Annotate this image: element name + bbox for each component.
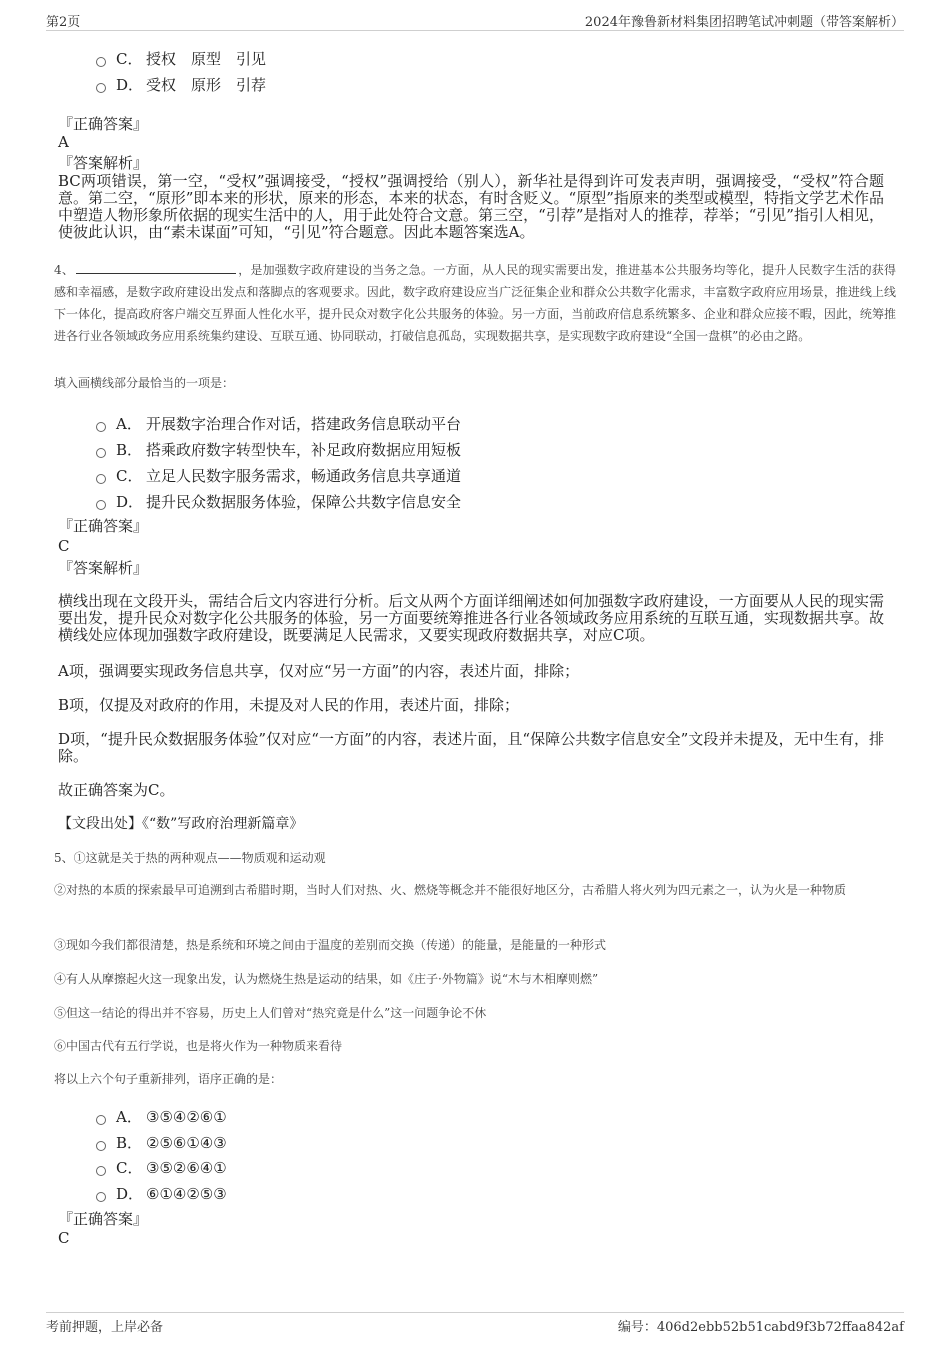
q4-analysis-p3: B项，仅提及对政府的作用，未提及对人民的作用，表述片面，排除；	[58, 696, 520, 714]
q4-analysis-label: 『答案解析』	[58, 559, 149, 577]
blank-line	[76, 261, 236, 274]
q4-option-d[interactable]: D． 提升民众数据服务体验，保障公共数字信息安全	[96, 491, 461, 511]
q5-option-d[interactable]: D． ⑥①④②⑤③	[96, 1183, 227, 1203]
q5-answer-label: 『正确答案』	[58, 1210, 149, 1228]
radio-icon[interactable]	[96, 1166, 106, 1176]
radio-icon[interactable]	[96, 500, 106, 510]
footer-slogan: 考前押题，上岸必备	[46, 1320, 164, 1335]
radio-icon[interactable]	[96, 1115, 106, 1125]
q5-sentence-2: ②对热的本质的探索最早可追溯到古希腊时期，当时人们对热、火、燃烧等概念并不能很好地区分，古希腊人将火列为四元素之一，认为火是一种物质	[54, 883, 847, 897]
q3-option-c[interactable]: C． 授权 原型 引见	[96, 48, 266, 68]
q5-instruction: 将以上六个句子重新排列，语序正确的是：	[54, 1072, 283, 1086]
q4-instruction: 填入画横线部分最恰当的一项是：	[54, 376, 235, 390]
q4-source: 【文段出处】《“数”写政府治理新篇章》	[58, 816, 304, 832]
q3-analysis: BC两项错误，第一空，“受权”强调接受，“授权”强调授给（别人），新华社是得到许可发表声明，强调接受，“受权”符合题意。第二空，“原形”即本来的形状，原来的形态，本来的状态，有时含贬义。“原型”指原来的类型或模型，特指文学艺术作品中塑造人物形象所依据的现实生活中的人，用于此处符合文意。第三空，“引荐”是指对人的推荐，荐举；“引见”指引人相见，使彼此认识，由“素未谋面”可知，“引见”符合题意。因此本题答案选A。	[58, 172, 884, 241]
q4-option-b[interactable]: B． 搭乘政府数字转型快车，补足政府数据应用短板	[96, 439, 461, 459]
q4-stem: 4、 ，是加强数字政府建设的当务之急。一方面，从人民的现实需要出发，推进基本公共服务均等化，提升人民数字生活的获得感和幸福感，是数字政府建设出发点和落脚点的客观要求。因此，数字政府建设应当广泛征集企业和群众公共数字化需求，丰富数字政府应用场景，推进线上线下一体化，提高政府客户端交互界面人性化水平，提升民众对数字化公共服务的体验。另一方面，当前政府信息系统繁多、企业和群众应接不暇，因此，统筹推进各行业各领域政务应用系统集约建设、互联互通、协同联动，打破信息孤岛，实现数据共享，是实现数字政府建设“全国一盘棋”的必由之路。	[54, 263, 896, 343]
q5-sentence-5: ⑤但这一结论的得出并不容易，历史上人们曾对“热究竟是什么”这一问题争论不休	[54, 1006, 487, 1020]
q4-analysis-p4: D项，“提升民众数据服务体验”仅对应“一方面”的内容，表述片面，且“保障公共数字信息安全”文段并未提及，无中生有，排除。	[58, 730, 884, 765]
q3-option-d[interactable]: D． 受权 原形 引荐	[96, 74, 266, 94]
page-number: 第2页	[46, 15, 81, 30]
radio-icon[interactable]	[96, 57, 106, 67]
radio-icon[interactable]	[96, 83, 106, 93]
document-code: 编号：406d2ebb52b51cabd9f3b72ffaa842af	[617, 1320, 904, 1335]
radio-icon[interactable]	[96, 474, 106, 484]
q3-answer-label: 『正确答案』	[58, 115, 149, 133]
q4-analysis-p2: A项，强调要实现政务信息共享，仅对应“另一方面”的内容，表述片面，排除；	[58, 662, 580, 680]
q5-sentence-4: ④有人从摩擦起火这一现象出发，认为燃烧生热是运动的结果，如《庄子·外物篇》说“木与木相摩则燃”	[54, 972, 599, 986]
radio-icon[interactable]	[96, 422, 106, 432]
q5-sentence-3: ③现如今我们都很清楚，热是系统和环境之间由于温度的差别而交换（传递）的能量，是能量的一种形式	[54, 938, 607, 952]
q5-sentence-6: ⑥中国古代有五行学说，也是将火作为一种物质来看待	[54, 1039, 343, 1053]
q5-option-b[interactable]: B． ②⑤⑥①④③	[96, 1132, 227, 1152]
q4-answer-label: 『正确答案』	[58, 517, 149, 535]
page-header	[46, 8, 904, 31]
q4-option-a[interactable]: A． 开展数字治理合作对话，搭建政务信息联动平台	[96, 413, 461, 433]
q4-answer: C	[58, 537, 70, 555]
q5-option-a[interactable]: A． ③⑤④②⑥①	[96, 1106, 227, 1126]
q4-analysis-p5: 故正确答案为C。	[58, 781, 175, 799]
q5-sentence-1: 5、①这就是关于热的两种观点——物质观和运动观	[54, 851, 326, 865]
radio-icon[interactable]	[96, 1141, 106, 1151]
radio-icon[interactable]	[96, 448, 106, 458]
q4-analysis-p1: 横线出现在文段开头，需结合后文内容进行分析。后文从两个方面详细阐述如何加强数字政府建设，一方面要从人民的现实需要出发，提升民众对数字化公共服务的体验，另一方面要统筹推进各行业各领域政务应用系统的互联互通，实现数据共享。故横线处应体现加强数字政府建设，既要满足人民需求，又要实现政府数据共享，对应C项。	[58, 592, 884, 644]
q3-analysis-label: 『答案解析』	[58, 154, 149, 172]
page-footer	[46, 1312, 904, 1339]
q5-answer: C	[58, 1229, 70, 1247]
document-title: 2024年豫鲁新材料集团招聘笔试冲刺题（带答案解析）	[584, 15, 904, 30]
q4-option-c[interactable]: C． 立足人民数字服务需求，畅通政务信息共享通道	[96, 465, 461, 485]
q5-option-c[interactable]: C． ③⑤②⑥④①	[96, 1157, 227, 1177]
radio-icon[interactable]	[96, 1192, 106, 1202]
q3-answer: A	[58, 133, 69, 151]
